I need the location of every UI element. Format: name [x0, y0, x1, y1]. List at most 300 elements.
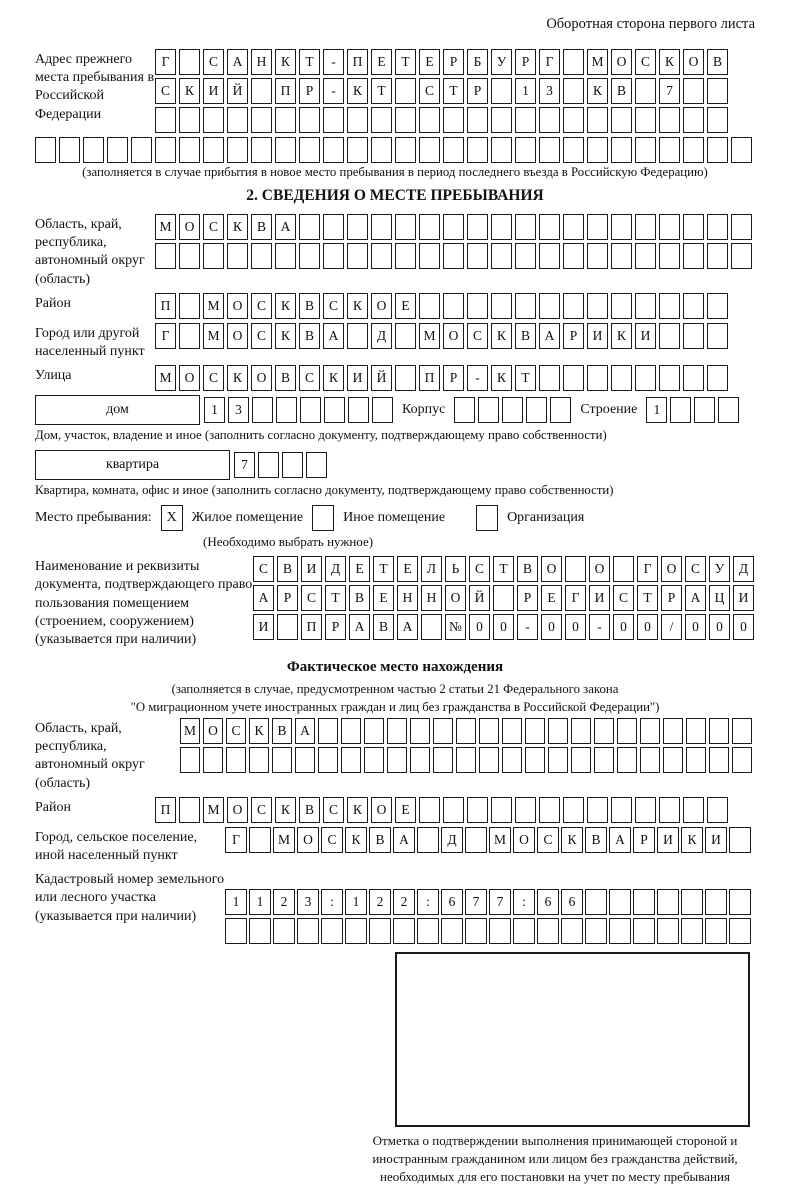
- char-cell[interactable]: [663, 718, 683, 744]
- char-cell[interactable]: [443, 293, 464, 319]
- char-cell[interactable]: [443, 797, 464, 823]
- char-cell[interactable]: М: [273, 827, 295, 853]
- char-cell[interactable]: [347, 214, 368, 240]
- char-cell[interactable]: О: [179, 365, 200, 391]
- char-cell[interactable]: О: [227, 797, 248, 823]
- char-cell[interactable]: [83, 137, 104, 163]
- char-cell[interactable]: [571, 747, 591, 773]
- char-cell[interactable]: [563, 214, 584, 240]
- char-cell[interactable]: [318, 718, 338, 744]
- char-cell[interactable]: [539, 137, 560, 163]
- char-cell[interactable]: [587, 293, 608, 319]
- char-cell[interactable]: И: [253, 614, 274, 640]
- char-cell[interactable]: 1: [646, 397, 667, 423]
- char-cell[interactable]: [179, 243, 200, 269]
- char-cell[interactable]: [561, 918, 583, 944]
- char-cell[interactable]: [393, 918, 415, 944]
- char-cell[interactable]: [387, 718, 407, 744]
- char-cell[interactable]: [659, 323, 680, 349]
- char-cell[interactable]: Т: [371, 78, 392, 104]
- char-cell[interactable]: М: [155, 214, 176, 240]
- checkbox-residential[interactable]: X: [161, 505, 183, 531]
- char-cell[interactable]: [295, 747, 315, 773]
- char-cell[interactable]: [371, 107, 392, 133]
- char-cell[interactable]: В: [515, 323, 536, 349]
- char-cell[interactable]: [635, 137, 656, 163]
- char-cell[interactable]: [59, 137, 80, 163]
- char-cell[interactable]: [371, 214, 392, 240]
- char-cell[interactable]: Т: [299, 49, 320, 75]
- char-cell[interactable]: -: [323, 78, 344, 104]
- char-cell[interactable]: К: [347, 293, 368, 319]
- char-cell[interactable]: П: [155, 797, 176, 823]
- char-cell[interactable]: [419, 293, 440, 319]
- char-cell[interactable]: [609, 918, 631, 944]
- char-cell[interactable]: [227, 107, 248, 133]
- char-cell[interactable]: Р: [299, 78, 320, 104]
- char-cell[interactable]: [419, 137, 440, 163]
- char-cell[interactable]: 0: [565, 614, 586, 640]
- char-cell[interactable]: [456, 747, 476, 773]
- char-cell[interactable]: [611, 243, 632, 269]
- char-cell[interactable]: Ц: [709, 585, 730, 611]
- char-cell[interactable]: [491, 78, 512, 104]
- char-cell[interactable]: Г: [539, 49, 560, 75]
- char-cell[interactable]: [587, 365, 608, 391]
- char-cell[interactable]: О: [541, 556, 562, 582]
- char-cell[interactable]: [705, 889, 727, 915]
- char-cell[interactable]: [395, 243, 416, 269]
- char-cell[interactable]: [323, 137, 344, 163]
- char-cell[interactable]: [35, 137, 56, 163]
- char-cell[interactable]: [587, 214, 608, 240]
- char-cell[interactable]: [323, 214, 344, 240]
- char-cell[interactable]: [635, 365, 656, 391]
- char-cell[interactable]: [372, 397, 393, 423]
- char-cell[interactable]: [275, 243, 296, 269]
- char-cell[interactable]: Е: [541, 585, 562, 611]
- char-cell[interactable]: О: [661, 556, 682, 582]
- char-cell[interactable]: Г: [565, 585, 586, 611]
- char-cell[interactable]: [683, 797, 704, 823]
- char-cell[interactable]: К: [681, 827, 703, 853]
- char-cell[interactable]: [515, 214, 536, 240]
- char-cell[interactable]: М: [180, 718, 200, 744]
- char-cell[interactable]: [613, 556, 634, 582]
- char-cell[interactable]: У: [491, 49, 512, 75]
- char-cell[interactable]: [273, 918, 295, 944]
- char-cell[interactable]: [732, 718, 752, 744]
- char-cell[interactable]: [732, 747, 752, 773]
- char-cell[interactable]: [663, 747, 683, 773]
- char-cell[interactable]: [587, 107, 608, 133]
- char-cell[interactable]: К: [611, 323, 632, 349]
- char-cell[interactable]: [587, 137, 608, 163]
- char-cell[interactable]: [258, 452, 279, 478]
- char-cell[interactable]: [659, 293, 680, 319]
- char-cell[interactable]: [419, 243, 440, 269]
- char-cell[interactable]: [478, 397, 499, 423]
- char-cell[interactable]: П: [347, 49, 368, 75]
- char-cell[interactable]: [681, 889, 703, 915]
- char-cell[interactable]: С: [251, 797, 272, 823]
- char-cell[interactable]: [395, 107, 416, 133]
- char-cell[interactable]: [369, 918, 391, 944]
- char-cell[interactable]: [321, 918, 343, 944]
- char-cell[interactable]: О: [513, 827, 535, 853]
- char-cell[interactable]: С: [301, 585, 322, 611]
- char-cell[interactable]: [707, 323, 728, 349]
- char-cell[interactable]: А: [295, 718, 315, 744]
- char-cell[interactable]: К: [249, 718, 269, 744]
- apartment-type-box[interactable]: квартира: [35, 450, 230, 480]
- char-cell[interactable]: [539, 214, 560, 240]
- char-cell[interactable]: [395, 323, 416, 349]
- char-cell[interactable]: С: [203, 214, 224, 240]
- char-cell[interactable]: И: [347, 365, 368, 391]
- char-cell[interactable]: О: [371, 293, 392, 319]
- char-cell[interactable]: К: [347, 797, 368, 823]
- char-cell[interactable]: [433, 718, 453, 744]
- char-cell[interactable]: [419, 107, 440, 133]
- char-cell[interactable]: [467, 293, 488, 319]
- char-cell[interactable]: [203, 137, 224, 163]
- char-cell[interactable]: [515, 137, 536, 163]
- char-cell[interactable]: [705, 918, 727, 944]
- char-cell[interactable]: О: [227, 323, 248, 349]
- char-cell[interactable]: И: [733, 585, 754, 611]
- char-cell[interactable]: 1: [249, 889, 271, 915]
- char-cell[interactable]: А: [609, 827, 631, 853]
- char-cell[interactable]: [657, 918, 679, 944]
- char-cell[interactable]: С: [321, 827, 343, 853]
- char-cell[interactable]: Н: [421, 585, 442, 611]
- char-cell[interactable]: 6: [441, 889, 463, 915]
- char-cell[interactable]: В: [585, 827, 607, 853]
- char-cell[interactable]: -: [589, 614, 610, 640]
- char-cell[interactable]: [683, 107, 704, 133]
- char-cell[interactable]: О: [203, 718, 223, 744]
- char-cell[interactable]: Г: [225, 827, 247, 853]
- char-cell[interactable]: К: [561, 827, 583, 853]
- char-cell[interactable]: 0: [685, 614, 706, 640]
- char-cell[interactable]: [227, 137, 248, 163]
- char-cell[interactable]: Й: [371, 365, 392, 391]
- char-cell[interactable]: [249, 747, 269, 773]
- char-cell[interactable]: [683, 293, 704, 319]
- char-cell[interactable]: Т: [325, 585, 346, 611]
- char-cell[interactable]: Р: [563, 323, 584, 349]
- char-cell[interactable]: А: [349, 614, 370, 640]
- char-cell[interactable]: [548, 747, 568, 773]
- char-cell[interactable]: [563, 243, 584, 269]
- char-cell[interactable]: Л: [421, 556, 442, 582]
- char-cell[interactable]: [594, 718, 614, 744]
- char-cell[interactable]: [421, 614, 442, 640]
- char-cell[interactable]: [299, 137, 320, 163]
- char-cell[interactable]: [491, 243, 512, 269]
- char-cell[interactable]: [467, 107, 488, 133]
- char-cell[interactable]: [272, 747, 292, 773]
- char-cell[interactable]: [635, 107, 656, 133]
- char-cell[interactable]: [419, 797, 440, 823]
- char-cell[interactable]: [683, 243, 704, 269]
- char-cell[interactable]: М: [587, 49, 608, 75]
- char-cell[interactable]: [180, 747, 200, 773]
- char-cell[interactable]: А: [539, 323, 560, 349]
- char-cell[interactable]: 0: [637, 614, 658, 640]
- char-cell[interactable]: 0: [541, 614, 562, 640]
- char-cell[interactable]: [594, 747, 614, 773]
- char-cell[interactable]: [539, 797, 560, 823]
- char-cell[interactable]: [371, 243, 392, 269]
- char-cell[interactable]: [364, 718, 384, 744]
- char-cell[interactable]: [681, 918, 703, 944]
- char-cell[interactable]: В: [272, 718, 292, 744]
- char-cell[interactable]: [707, 107, 728, 133]
- char-cell[interactable]: [609, 889, 631, 915]
- char-cell[interactable]: [635, 243, 656, 269]
- char-cell[interactable]: О: [611, 49, 632, 75]
- char-cell[interactable]: А: [227, 49, 248, 75]
- char-cell[interactable]: [513, 918, 535, 944]
- char-cell[interactable]: [364, 747, 384, 773]
- char-cell[interactable]: Д: [371, 323, 392, 349]
- char-cell[interactable]: [617, 718, 637, 744]
- char-cell[interactable]: К: [491, 323, 512, 349]
- char-cell[interactable]: [341, 718, 361, 744]
- char-cell[interactable]: 7: [659, 78, 680, 104]
- char-cell[interactable]: [155, 137, 176, 163]
- char-cell[interactable]: [707, 78, 728, 104]
- char-cell[interactable]: 3: [228, 397, 249, 423]
- char-cell[interactable]: О: [589, 556, 610, 582]
- char-cell[interactable]: [659, 243, 680, 269]
- char-cell[interactable]: [443, 107, 464, 133]
- char-cell[interactable]: Т: [493, 556, 514, 582]
- char-cell[interactable]: [417, 918, 439, 944]
- char-cell[interactable]: [694, 397, 715, 423]
- char-cell[interactable]: -: [517, 614, 538, 640]
- char-cell[interactable]: [707, 797, 728, 823]
- char-cell[interactable]: [300, 397, 321, 423]
- char-cell[interactable]: [707, 137, 728, 163]
- char-cell[interactable]: [526, 397, 547, 423]
- char-cell[interactable]: [640, 747, 660, 773]
- char-cell[interactable]: В: [251, 214, 272, 240]
- char-cell[interactable]: [611, 293, 632, 319]
- char-cell[interactable]: [225, 918, 247, 944]
- char-cell[interactable]: О: [683, 49, 704, 75]
- char-cell[interactable]: [395, 214, 416, 240]
- char-cell[interactable]: [251, 243, 272, 269]
- char-cell[interactable]: [731, 137, 752, 163]
- char-cell[interactable]: П: [155, 293, 176, 319]
- char-cell[interactable]: [659, 214, 680, 240]
- char-cell[interactable]: [548, 718, 568, 744]
- char-cell[interactable]: 6: [561, 889, 583, 915]
- char-cell[interactable]: С: [323, 293, 344, 319]
- char-cell[interactable]: [277, 614, 298, 640]
- char-cell[interactable]: К: [347, 78, 368, 104]
- char-cell[interactable]: :: [513, 889, 535, 915]
- char-cell[interactable]: [347, 323, 368, 349]
- char-cell[interactable]: [633, 889, 655, 915]
- char-cell[interactable]: С: [251, 323, 272, 349]
- char-cell[interactable]: И: [705, 827, 727, 853]
- char-cell[interactable]: Р: [515, 49, 536, 75]
- char-cell[interactable]: Т: [637, 585, 658, 611]
- char-cell[interactable]: [249, 827, 271, 853]
- char-cell[interactable]: [709, 747, 729, 773]
- char-cell[interactable]: Г: [155, 49, 176, 75]
- char-cell[interactable]: [537, 918, 559, 944]
- char-cell[interactable]: [707, 214, 728, 240]
- char-cell[interactable]: [611, 137, 632, 163]
- char-cell[interactable]: [525, 718, 545, 744]
- checkbox-organization[interactable]: [476, 505, 498, 531]
- char-cell[interactable]: [323, 107, 344, 133]
- char-cell[interactable]: М: [419, 323, 440, 349]
- char-cell[interactable]: 0: [733, 614, 754, 640]
- char-cell[interactable]: В: [299, 797, 320, 823]
- char-cell[interactable]: 7: [489, 889, 511, 915]
- char-cell[interactable]: [709, 718, 729, 744]
- char-cell[interactable]: К: [275, 293, 296, 319]
- char-cell[interactable]: У: [709, 556, 730, 582]
- char-cell[interactable]: [456, 718, 476, 744]
- char-cell[interactable]: [686, 747, 706, 773]
- char-cell[interactable]: В: [275, 365, 296, 391]
- char-cell[interactable]: 7: [234, 452, 255, 478]
- char-cell[interactable]: Б: [467, 49, 488, 75]
- char-cell[interactable]: Е: [395, 293, 416, 319]
- char-cell[interactable]: О: [297, 827, 319, 853]
- char-cell[interactable]: [539, 365, 560, 391]
- char-cell[interactable]: [441, 918, 463, 944]
- char-cell[interactable]: А: [685, 585, 706, 611]
- char-cell[interactable]: [515, 293, 536, 319]
- char-cell[interactable]: Д: [325, 556, 346, 582]
- char-cell[interactable]: [226, 747, 246, 773]
- char-cell[interactable]: Е: [397, 556, 418, 582]
- char-cell[interactable]: 3: [297, 889, 319, 915]
- char-cell[interactable]: [443, 243, 464, 269]
- char-cell[interactable]: К: [227, 365, 248, 391]
- char-cell[interactable]: [565, 556, 586, 582]
- char-cell[interactable]: О: [251, 365, 272, 391]
- char-cell[interactable]: В: [517, 556, 538, 582]
- char-cell[interactable]: [683, 137, 704, 163]
- char-cell[interactable]: [467, 243, 488, 269]
- char-cell[interactable]: [587, 797, 608, 823]
- char-cell[interactable]: [251, 107, 272, 133]
- char-cell[interactable]: [707, 293, 728, 319]
- char-cell[interactable]: В: [611, 78, 632, 104]
- char-cell[interactable]: [657, 889, 679, 915]
- char-cell[interactable]: [251, 78, 272, 104]
- char-cell[interactable]: В: [707, 49, 728, 75]
- char-cell[interactable]: [395, 78, 416, 104]
- char-cell[interactable]: [479, 718, 499, 744]
- char-cell[interactable]: А: [393, 827, 415, 853]
- char-cell[interactable]: [348, 397, 369, 423]
- char-cell[interactable]: [443, 214, 464, 240]
- char-cell[interactable]: [433, 747, 453, 773]
- char-cell[interactable]: Е: [395, 797, 416, 823]
- char-cell[interactable]: К: [323, 365, 344, 391]
- char-cell[interactable]: [659, 797, 680, 823]
- char-cell[interactable]: №: [445, 614, 466, 640]
- char-cell[interactable]: [479, 747, 499, 773]
- char-cell[interactable]: С: [685, 556, 706, 582]
- char-cell[interactable]: К: [179, 78, 200, 104]
- char-cell[interactable]: [707, 365, 728, 391]
- char-cell[interactable]: К: [345, 827, 367, 853]
- char-cell[interactable]: [347, 107, 368, 133]
- char-cell[interactable]: [227, 243, 248, 269]
- char-cell[interactable]: [659, 365, 680, 391]
- char-cell[interactable]: К: [275, 797, 296, 823]
- char-cell[interactable]: [345, 918, 367, 944]
- char-cell[interactable]: О: [443, 323, 464, 349]
- char-cell[interactable]: С: [203, 49, 224, 75]
- char-cell[interactable]: [587, 243, 608, 269]
- char-cell[interactable]: И: [657, 827, 679, 853]
- char-cell[interactable]: [318, 747, 338, 773]
- char-cell[interactable]: И: [589, 585, 610, 611]
- char-cell[interactable]: [387, 747, 407, 773]
- char-cell[interactable]: С: [469, 556, 490, 582]
- char-cell[interactable]: [502, 747, 522, 773]
- char-cell[interactable]: 2: [273, 889, 295, 915]
- char-cell[interactable]: 0: [493, 614, 514, 640]
- char-cell[interactable]: Й: [469, 585, 490, 611]
- char-cell[interactable]: 6: [537, 889, 559, 915]
- char-cell[interactable]: [611, 365, 632, 391]
- char-cell[interactable]: В: [277, 556, 298, 582]
- char-cell[interactable]: С: [635, 49, 656, 75]
- char-cell[interactable]: [179, 49, 200, 75]
- char-cell[interactable]: А: [397, 614, 418, 640]
- char-cell[interactable]: М: [489, 827, 511, 853]
- char-cell[interactable]: [563, 293, 584, 319]
- char-cell[interactable]: Р: [661, 585, 682, 611]
- char-cell[interactable]: [563, 797, 584, 823]
- char-cell[interactable]: Р: [443, 365, 464, 391]
- char-cell[interactable]: Т: [395, 49, 416, 75]
- char-cell[interactable]: В: [369, 827, 391, 853]
- char-cell[interactable]: В: [299, 323, 320, 349]
- char-cell[interactable]: [502, 718, 522, 744]
- char-cell[interactable]: А: [253, 585, 274, 611]
- char-cell[interactable]: О: [227, 293, 248, 319]
- char-cell[interactable]: [203, 243, 224, 269]
- char-cell[interactable]: Т: [373, 556, 394, 582]
- char-cell[interactable]: [731, 243, 752, 269]
- char-cell[interactable]: [251, 137, 272, 163]
- char-cell[interactable]: К: [587, 78, 608, 104]
- char-cell[interactable]: [491, 137, 512, 163]
- char-cell[interactable]: [491, 293, 512, 319]
- char-cell[interactable]: [465, 918, 487, 944]
- char-cell[interactable]: С: [323, 797, 344, 823]
- char-cell[interactable]: Е: [419, 49, 440, 75]
- char-cell[interactable]: [299, 214, 320, 240]
- char-cell[interactable]: 0: [613, 614, 634, 640]
- char-cell[interactable]: [467, 214, 488, 240]
- char-cell[interactable]: [179, 107, 200, 133]
